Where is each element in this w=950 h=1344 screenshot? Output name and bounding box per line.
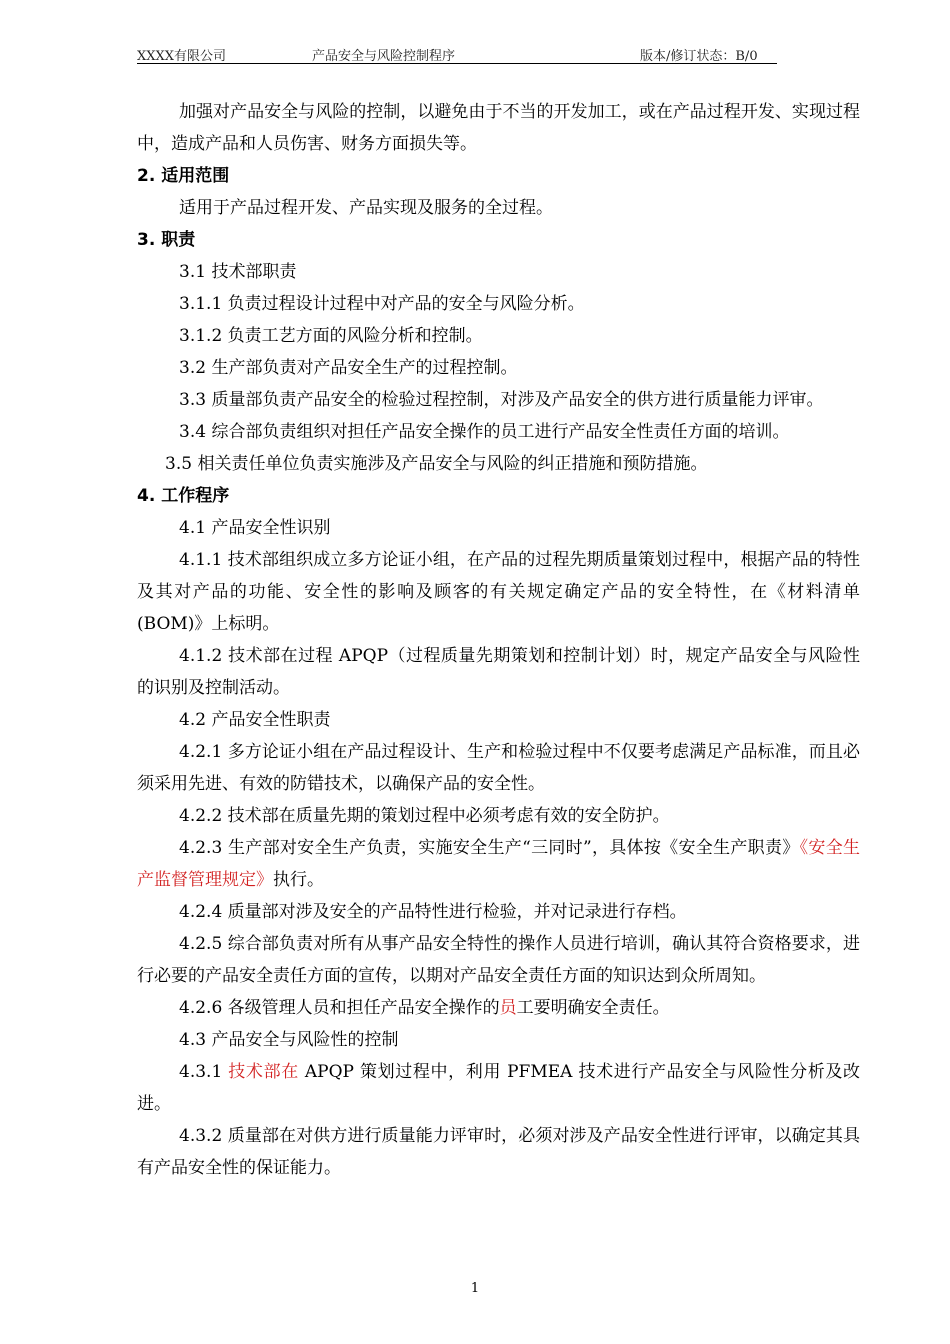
clause-4-1: 4.1 产品安全性识别	[179, 518, 331, 538]
clause-4-2-2: 4.2.2 技术部在质量先期的策划过程中必须考虑有效的安全防护。	[179, 806, 670, 826]
clause-4-2-6-highlight: 员	[499, 998, 517, 1018]
clause-4-2-3-highlight: 《安全生产监督管理规定》	[137, 838, 860, 890]
document-body	[137, 96, 860, 1184]
clause-4-3: 4.3 产品安全与风险性的控制	[179, 1030, 399, 1050]
clause-3-1-2: 3.1.2 负责工艺方面的风险分析和控制。	[179, 326, 483, 346]
clause-4-2-6	[137, 992, 860, 1024]
clause-4-3-2: 4.3.2 质量部在对供方进行质量能力评审时，必须对涉及产品安全性进行评审，以确定其具有产品安全性的保证能力。	[137, 1126, 860, 1178]
section-2-text: 适用于产品过程开发、产品实现及服务的全过程。	[179, 198, 553, 218]
header-company: XXXX有限公司	[137, 49, 227, 64]
section-2-heading: 2. 适用范围	[137, 166, 230, 186]
section-4-heading: 4. 工作程序	[137, 486, 230, 506]
clause-4-3-1	[137, 1056, 860, 1120]
clause-3-5: 3.5 相关责任单位负责实施涉及产品安全与风险的纠正措施和预防措施。	[165, 454, 708, 474]
clause-4-2: 4.2 产品安全性职责	[179, 710, 331, 730]
page-number: 1	[470, 1281, 480, 1296]
clause-4-2-4: 4.2.4 质量部对涉及安全的产品特性进行检验，并对记录进行存档。	[179, 902, 687, 922]
section-3-heading: 3. 职责	[137, 230, 196, 250]
clause-4-2-3	[137, 832, 860, 896]
clause-4-2-6-tail: 工要明确安全责任。	[516, 998, 670, 1018]
clause-4-2-1: 4.2.1 多方论证小组在产品过程设计、生产和检验过程中不仅要考虑满足产品标准，而且必须采用先进、有效的防错技术，以确保产品的安全性。	[137, 742, 860, 794]
clause-3-4: 3.4 综合部负责组织对担任产品安全操作的员工进行产品安全性责任方面的培训。	[179, 422, 790, 442]
clause-4-2-6-text: 4.2.6 各级管理人员和担任产品安全操作的	[179, 998, 500, 1018]
intro-paragraph: 加强对产品安全与风险的控制，以避免由于不当的开发加工，或在产品过程开发、实现过程中，造成产品和人员伤害、财务方面损失等。	[137, 102, 860, 154]
clause-4-2-5: 4.2.5 综合部负责对所有从事产品安全特性的操作人员进行培训，确认其符合资格要求，进行必要的产品安全责任方面的宣传，以期对产品安全责任方面的知识达到众所周知。	[137, 934, 860, 986]
clause-4-1-2: 4.1.2 技术部在过程 APQP（过程质量先期策划和控制计划）时，规定产品安全与风险性的识别及控制活动。	[137, 646, 860, 698]
clause-3-1-1: 3.1.1 负责过程设计过程中对产品的安全与风险分析。	[179, 294, 585, 314]
clause-4-2-3-text: 4.2.3 生产部对安全生产负责，实施安全生产“三同时”，具体按《安全生产职责》	[179, 838, 800, 858]
clause-4-3-1-text: APQP 策划过程中，利用 PFMEA 技术进行产品安全与风险性分析及改进。	[137, 1062, 860, 1114]
clause-4-1-1: 4.1.1 技术部组织成立多方论证小组，在产品的过程先期质量策划过程中，根据产品的特性及其对产品的功能、安全性的影响及顾客的有关规定确定产品的安全特性，在《材料清单(BOM)》上标明。	[137, 550, 860, 634]
clause-3-2: 3.2 生产部负责对产品安全生产的过程控制。	[179, 358, 518, 378]
clause-4-2-3-tail: 执行。	[273, 870, 324, 890]
clause-3-3: 3.3 质量部负责产品安全的检验过程控制，对涉及产品安全的供方进行质量能力评审。	[179, 390, 824, 410]
header-doc-title: 产品安全与风险控制程序	[312, 49, 456, 64]
page-header	[137, 43, 777, 64]
clause-3-1: 3.1 技术部职责	[179, 262, 297, 282]
header-version: 版本/修订状态：B/0	[640, 49, 758, 64]
clause-4-3-1-highlight: 技术部在	[228, 1062, 299, 1082]
clause-4-3-1-number: 4.3.1	[179, 1062, 229, 1082]
